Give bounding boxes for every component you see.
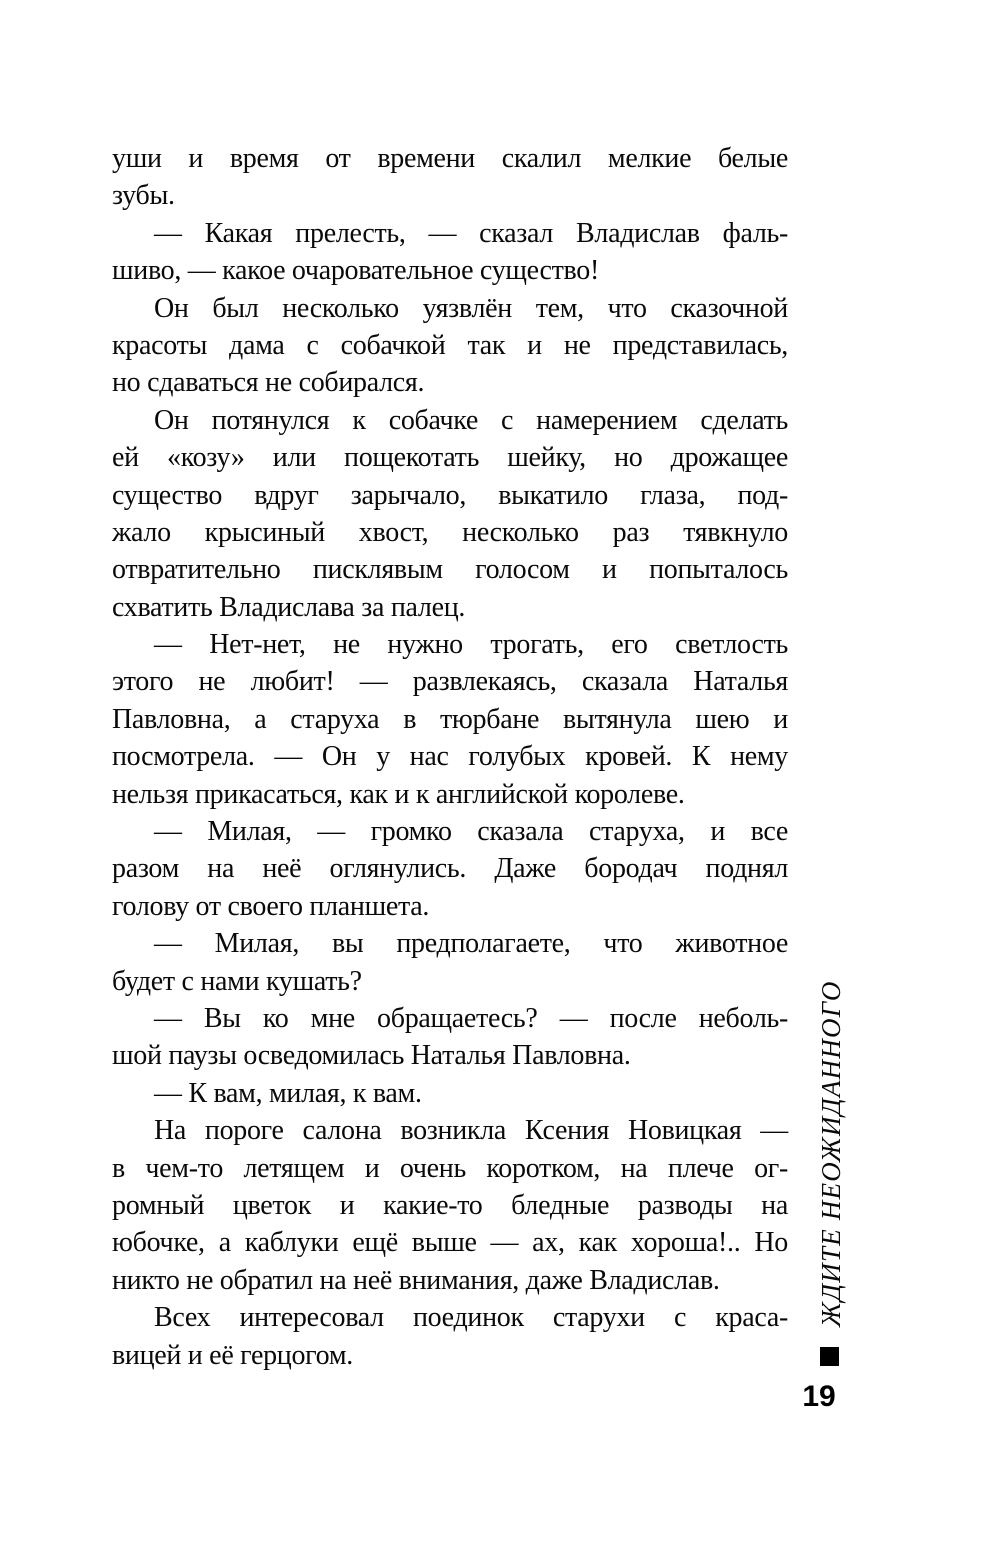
book-title-vertical: ЖДИТЕ НЕОЖИДАННОГО: [816, 980, 846, 1327]
text-line: нельзя прикасаться, как и к английской королеве.: [112, 778, 685, 810]
text-line: разом на неё оглянулись. Даже бородач поднял: [112, 853, 788, 885]
text-line: шой паузы осведомилась Наталья Павловна.: [112, 1040, 631, 1072]
text-line: шиво, — какое очаровательное существо!: [112, 255, 599, 287]
text-line: но сдаваться не собирался.: [112, 367, 425, 399]
text-line: ромный цветок и какие-то бледные разводы на: [112, 1189, 788, 1221]
text-line: в чем-то летящем и очень коротком, на плече ог-: [112, 1152, 788, 1184]
text-line: ей «козу» или пощекотать шейку, но дрожащее: [112, 442, 788, 474]
text-line: существо вдруг зарычало, выкатило глаза, под-: [112, 479, 788, 511]
text-column: [112, 140, 788, 1374]
text-line: этого не любит! — развлекаясь, сказала Наталья: [112, 666, 788, 698]
text-line: юбочке, а каблуки ещё выше — ах, как хороша!.. Но: [112, 1227, 788, 1259]
text-line: голову от своего планшета.: [112, 890, 430, 922]
text-line: — Милая, — громко сказала старуха, и все: [154, 816, 788, 848]
text-line: посмотрела. — Он у нас голубых кровей. К нему: [112, 741, 788, 773]
text-line: схватить Владислава за палец.: [112, 591, 466, 623]
text-line: вицей и её герцогом.: [112, 1339, 353, 1371]
text-line: будет с нами кушать?: [112, 965, 362, 997]
text-line: — Какая прелесть, — сказал Владислав фаль-: [154, 217, 788, 249]
text-line: зубы.: [112, 180, 175, 212]
page-number: 19: [802, 1380, 836, 1413]
text-line: отвратительно писклявым голосом и попыталось: [112, 554, 788, 586]
text-line: — Милая, вы предполагаете, что животное: [154, 928, 788, 960]
text-line: Он был несколько уязвлён тем, что сказочной: [154, 292, 788, 324]
text-line: — Нет-нет, не нужно трогать, его светлость: [154, 629, 788, 661]
text-line: жало крысиный хвост, несколько раз тявкнуло: [112, 516, 788, 548]
text-line: — К вам, милая, к вам.: [154, 1077, 422, 1109]
text-line: никто не обратил на неё внимания, даже Владислав.: [112, 1264, 720, 1296]
chapter-end-square-marker: [820, 1347, 839, 1366]
text-line: Павловна, а старуха в тюрбане вытянула шею и: [112, 703, 788, 735]
text-line: На пороге салона возникла Ксения Новицкая —: [154, 1115, 788, 1147]
text-line: Всех интересовал поединок старухи с краса-: [154, 1302, 788, 1334]
text-line: уши и время от времени скалил мелкие белые: [112, 143, 788, 174]
text-line: — Вы ко мне обращаетесь? — после неболь-: [154, 1002, 788, 1034]
text-line: Он потянулся к собачке с намерением сделать: [154, 404, 788, 436]
text-line: красоты дама с собачкой так и не представилась,: [112, 329, 788, 361]
